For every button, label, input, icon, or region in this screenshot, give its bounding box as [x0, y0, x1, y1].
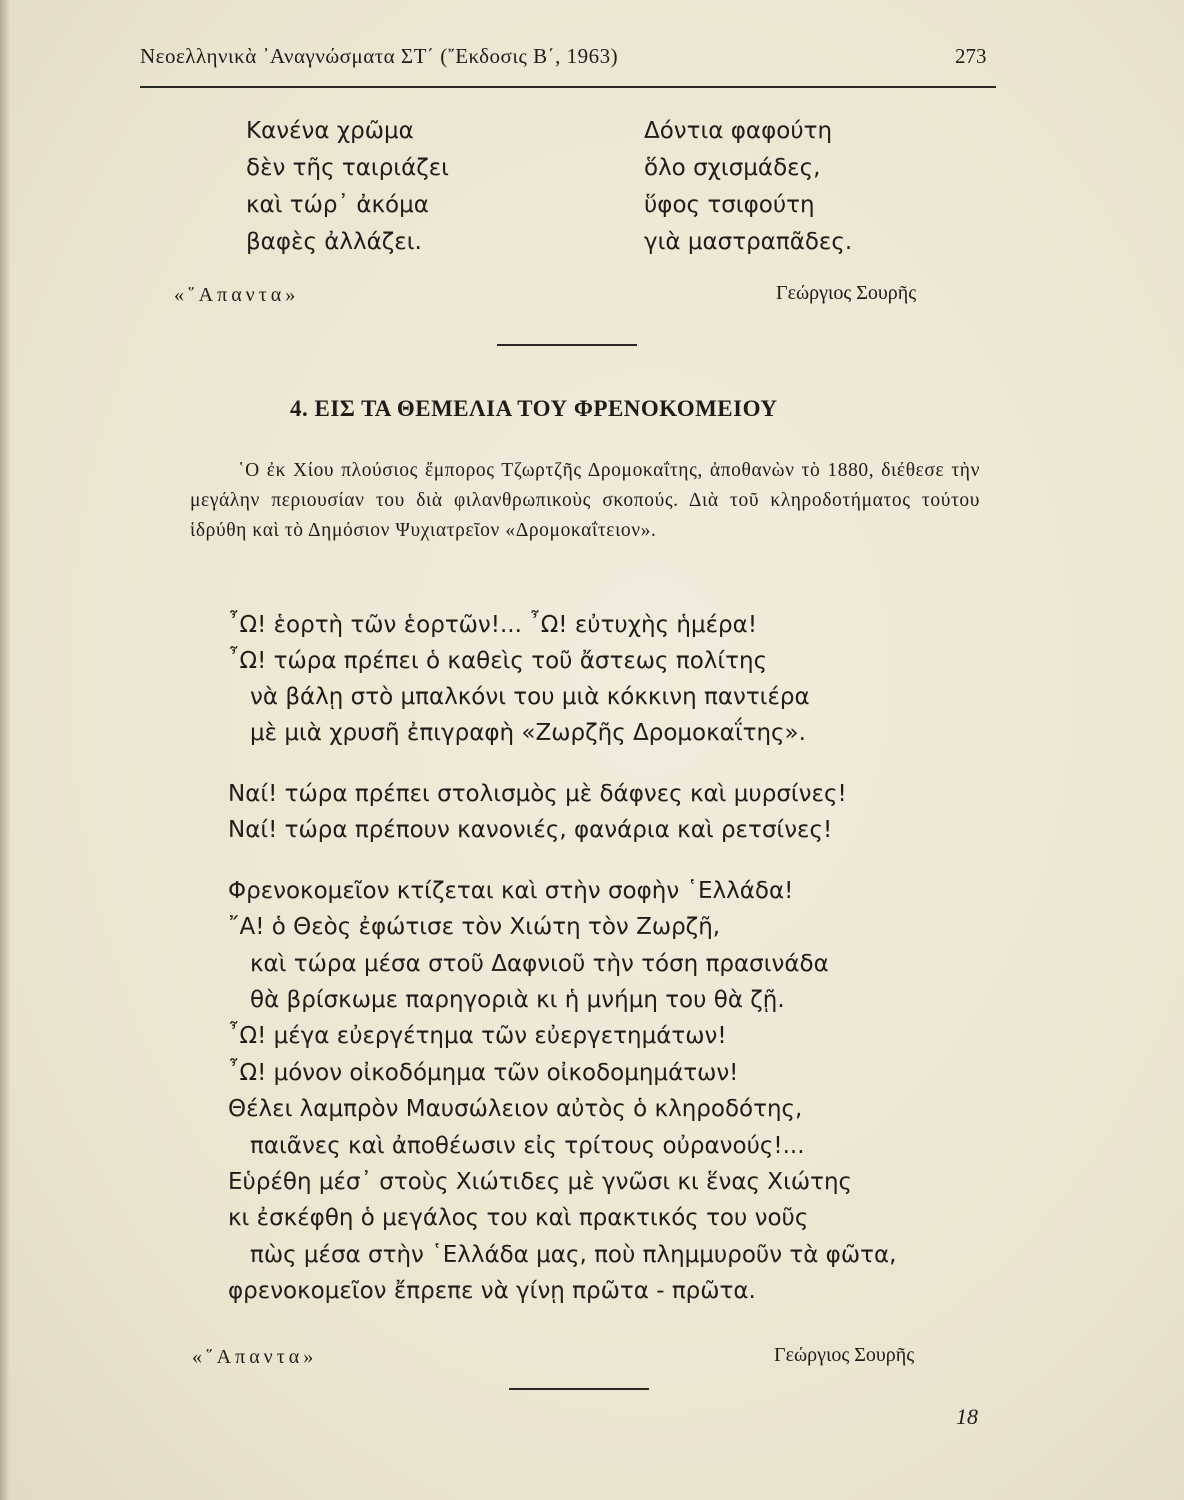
poem2-line: ῏Ω! ἑορτὴ τῶν ἑορτῶν!... ῏Ω! εὐτυχὴς ἡμέρα!: [228, 612, 758, 638]
poem2-line: ῏Ω! τώρα πρέπει ὁ καθεὶς τοῦ ἄστεως πολίτης: [228, 648, 768, 674]
poem1-source: «῞Απαντα»: [174, 284, 300, 306]
poem1-left-line: Κανένα χρῶμα: [246, 118, 414, 144]
page-number: 273: [955, 44, 987, 68]
poem1-author: Γεώργιος Σουρῆς: [776, 282, 917, 304]
poem2-line: μὲ μιὰ χρυσῆ ἐπιγραφὴ «Ζωρζῆς Δρομοκαΐτης».: [250, 720, 806, 746]
poem2-line: νὰ βάλῃ στὸ μπαλκόνι του μιὰ κόκκινη παντιέρα: [250, 684, 810, 710]
poem2-line: κι ἐσκέφθη ὁ μεγάλος του καὶ πρακτικός του νοῦς: [228, 1205, 809, 1231]
header-rule: [140, 86, 996, 88]
poem2-line: πὼς μέσα στὴν ῾Ελλάδα μας, ποὺ πλημμυροῦν τὰ φῶτα,: [250, 1242, 897, 1268]
poem2-source: «῞Απαντα»: [192, 1346, 318, 1368]
poem1-left-line: καὶ τώρ᾿ ἀκόμα: [246, 192, 429, 218]
poem2-line: Ναί! τώρα πρέπουν κανονιές, φανάρια καὶ ρετσίνες!: [228, 817, 833, 843]
poem2-line: Φρενοκομεῖον κτίζεται καὶ στὴν σοφὴν ῾Ελλάδα!: [228, 878, 794, 904]
section-separator: [497, 344, 637, 346]
poem2-line: Θέλει λαμπρὸν Μαυσώλειον αὐτὸς ὁ κληροδότης,: [228, 1096, 803, 1122]
poem2-line: φρενοκομεῖον ἔπρεπε νὰ γίνῃ πρῶτα - πρῶτα.: [228, 1278, 756, 1304]
poem1-left-line: δὲν τῆς ταιριάζει: [246, 155, 449, 181]
poem1-right-line: γιὰ μαστραπᾶδες.: [644, 229, 853, 255]
poem1-right-line: ὅλο σχισμάδες,: [644, 155, 821, 181]
poem2-line: ῎Α! ὁ Θεὸς ἐφώτισε τὸν Χιώτη τὸν Ζωρζῆ,: [228, 914, 721, 940]
poem2-line: ῏Ω! μέγα εὐεργέτημα τῶν εὐεργετημάτων!: [228, 1023, 727, 1049]
end-separator: [509, 1388, 649, 1390]
poem1-right-line: Δόντια φαφούτη: [644, 118, 833, 144]
section-title: 4. ΕΙΣ ΤΑ ΘΕΜΕΛΙΑ ΤΟΥ ΦΡΕΝΟΚΟΜΕΙΟΥ: [290, 396, 778, 421]
poem1-left-line: βαφὲς ἀλλάζει.: [246, 229, 422, 255]
poem2-line: παιᾶνες καὶ ἀποθέωσιν εἰς τρίτους οὐρανούς!...: [250, 1133, 805, 1159]
poem2-line: καὶ τώρα μέσα στοῦ Δαφνιοῦ τὴν τόση πρασινάδα: [250, 951, 829, 977]
poem2-line: Ναί! τώρα πρέπει στολισμὸς μὲ δάφνες καὶ μυρσίνες!: [228, 781, 847, 807]
poem2-line: ῏Ω! μόνον οἰκοδόμημα τῶν οἰκοδομημάτων!: [228, 1060, 739, 1086]
poem1-right-line: ὕφος τσιφούτη: [644, 192, 815, 218]
poem2-author: Γεώργιος Σουρῆς: [774, 1344, 915, 1366]
book-spine-shadow: [0, 0, 10, 1500]
poem2-line: θὰ βρίσκωμε παρηγοριὰ κι ἡ μνήμη του θὰ ζῇ.: [250, 987, 785, 1013]
signature-number: 18: [956, 1404, 978, 1429]
poem2-line: Εὑρέθη μέσ᾿ στοὺς Χιώτιδες μὲ γνῶσι κι ἕνας Χιώτης: [228, 1169, 853, 1195]
running-head: Νεοελληνικὰ ᾿Αναγνώσματα ΣΤ΄ (῎Εκδοσις Β΄, 1963): [140, 44, 619, 68]
section-intro: ῾Ο ἐκ Χίου πλούσιος ἔμπορος Τζωρτζῆς Δρομοκαΐτης, ἀποθανὼν τὸ 1880, διέθεσε τὴν μεγάλην περιουσίαν του διὰ φιλανθρωπικοὺς σκοπούς. Διὰ τοῦ κληροδοτήματος τούτου ἱδρύθη καὶ τὸ Δημόσιον Ψυχιατρεῖον «Δρομοκαΐτειον».: [190, 460, 980, 541]
